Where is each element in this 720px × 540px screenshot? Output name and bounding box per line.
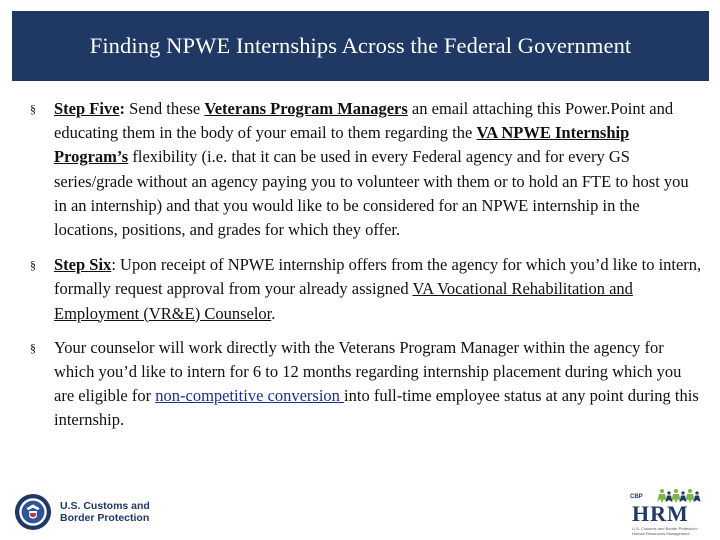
bullet-list [30, 97, 702, 444]
hrm-logo [628, 488, 704, 534]
dhs-seal-icon [14, 493, 52, 531]
counselor-text-2: into full-time employee status at any point during this internship. [54, 386, 699, 430]
step-six-label: Step Six [54, 255, 112, 275]
cbp-name [60, 500, 150, 524]
cbp-logo [14, 490, 150, 534]
non-competitive-conversion-link[interactable]: non-competitive conversion [155, 386, 345, 406]
veterans-program-managers-link[interactable]: Veterans Program Managers [204, 99, 408, 118]
vre-counselor-link[interactable]: VA Vocational Rehabilitation and Employment (VR&E) Counselor [54, 279, 633, 323]
va-npwe-program-link[interactable]: VA NPWE Internship Program’s [54, 123, 630, 167]
step-five-label: Step Five [54, 99, 120, 118]
bullet-step-five [30, 97, 702, 242]
step-five-text-1: Send these [125, 99, 205, 118]
bullet-step-six [30, 253, 702, 326]
step-six-text-2: . [271, 303, 276, 323]
bullet-marker: § [30, 340, 36, 355]
step-five-text-2: an email attaching this Power.Point and educating them in the body of your email to them regarding the [54, 99, 674, 143]
bullet-counselor [30, 336, 702, 433]
cbp-line-2: Border Protection [60, 512, 150, 524]
title-bar [12, 11, 709, 81]
counselor-text-1: Your counselor will work directly with the Veterans Program Manager within the agency for which you’d like to intern for 6 to 12 months regarding internship placement during which you are eligible for [54, 337, 682, 406]
hrm-wordmark: HRM [632, 501, 689, 526]
step-five-colon: : [119, 99, 126, 118]
page-title: Finding NPWE Internships Across the Federal Government [89, 33, 632, 58]
hrm-cbp-label: CBP [630, 494, 643, 500]
bullet-marker: § [30, 258, 36, 273]
hrm-subtitle: U.S. Customs and Border Protection · Human Resources Management [632, 526, 700, 536]
bullet-marker: § [30, 102, 36, 116]
step-six-text-1: : Upon receipt of NPWE internship offers from the agency for which you’d like to intern, formally request approval from your already assigned [54, 255, 702, 299]
step-five-text-3: flexibility (i.e. that it can be used in every Federal agency and for every GS series/grade without an agency paying you to volunteer with them or to hold an FTE to host you in an internship) and that you would like to be considered for an NPWE internship in the locations, positions, and grades for which they offer. [54, 147, 689, 240]
cbp-line-1: U.S. Customs and [60, 500, 150, 512]
